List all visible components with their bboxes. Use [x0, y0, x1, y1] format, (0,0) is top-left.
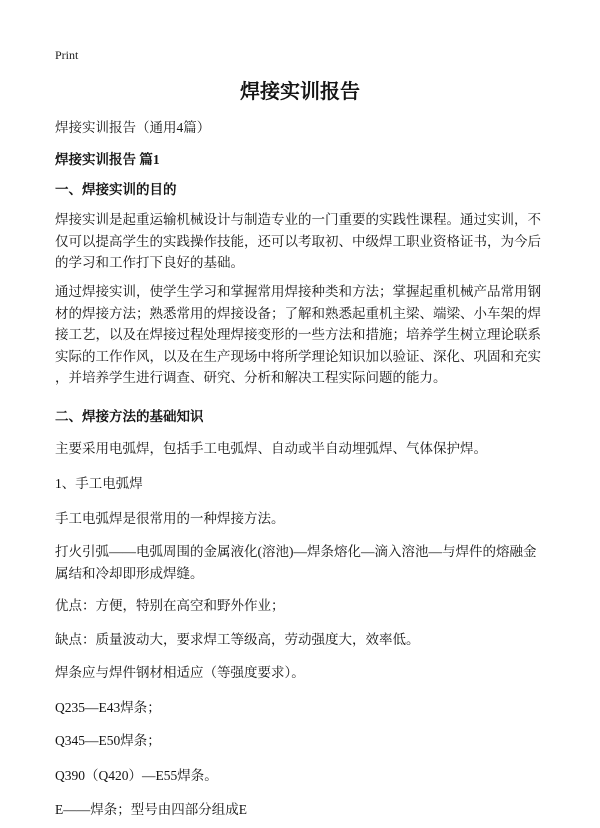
paragraph-line: 属结和冷却即形成焊缝。: [55, 565, 204, 581]
paragraph-line: 材的焊接方法；熟悉常用的焊接设备；了解和熟悉起重机主梁、端梁、小车架的焊: [55, 305, 541, 321]
paragraph-line: 实际的工作作风，以及在生产现场中将所学理论知识加以验证、深化、巩固和充实: [55, 348, 541, 364]
electrode-match-q235: Q235—E43焊条；: [55, 700, 161, 715]
paragraph-line: ，并培养学生进行调查、研究、分析和解决工程实际问题的能力。: [55, 370, 447, 386]
paragraph-line: 焊接实训是起重运输机械设计与制造专业的一门重要的实践性课程。通过实训，不: [55, 212, 541, 227]
print-link[interactable]: Print: [55, 48, 79, 62]
paragraph-line: 接工艺，以及在焊接过程处理焊接变形的一些方法和措施；培养学生树立理论联系: [55, 327, 541, 343]
electrode-model: E——焊条；型号由四部分组成E: [55, 802, 247, 817]
arc-welding-description: 手工电弧焊是很常用的一种焊接方法。: [55, 511, 285, 526]
arc-welding-pros: 优点：方便，特别在高空和野外作业；: [55, 598, 285, 613]
section2-subheading: 1、手工电弧焊: [55, 476, 143, 491]
section2-heading: 二、焊接方法的基础知识: [55, 409, 204, 424]
article-heading: 焊接实训报告 篇1: [55, 152, 160, 167]
page-title: 焊接实训报告: [240, 81, 360, 103]
electrode-rule: 焊条应与焊件钢材相适应（等强度要求）。: [55, 665, 305, 680]
paragraph-line: 仅可以提高学生的实践操作技能，还可以考取初、中级焊工职业资格证书，为今后: [55, 233, 541, 249]
paragraph-line: 通过焊接实训，使学生学习和掌握常用焊接种类和方法；掌握起重机械产品常用钢: [55, 284, 541, 299]
section1-paragraph-1: [55, 209, 547, 274]
arc-welding-process: [55, 541, 547, 584]
arc-welding-cons: 缺点：质量波动大，要求焊工等级高，劳动强度大，效率低。: [55, 632, 420, 647]
section2-intro: 主要采用电弧焊，包括手工电弧焊、自动或半自动埋弧焊、气体保护焊。: [55, 441, 487, 456]
document-subtitle: 焊接实训报告（通用4篇）: [55, 120, 211, 135]
paragraph-line: 的学习和工作打下良好的基础。: [55, 255, 244, 271]
section1-paragraph-2: [55, 281, 547, 389]
electrode-match-q345: Q345—E50焊条；: [55, 733, 161, 748]
section1-heading: 一、焊接实训的目的: [55, 182, 177, 197]
electrode-match-q390: Q390（Q420）—E55焊条。: [55, 768, 218, 783]
paragraph-line: 打火引弧——电弧周围的金属液化(溶池)—焊条熔化—滴入溶池—与焊件的熔融金: [55, 544, 537, 559]
